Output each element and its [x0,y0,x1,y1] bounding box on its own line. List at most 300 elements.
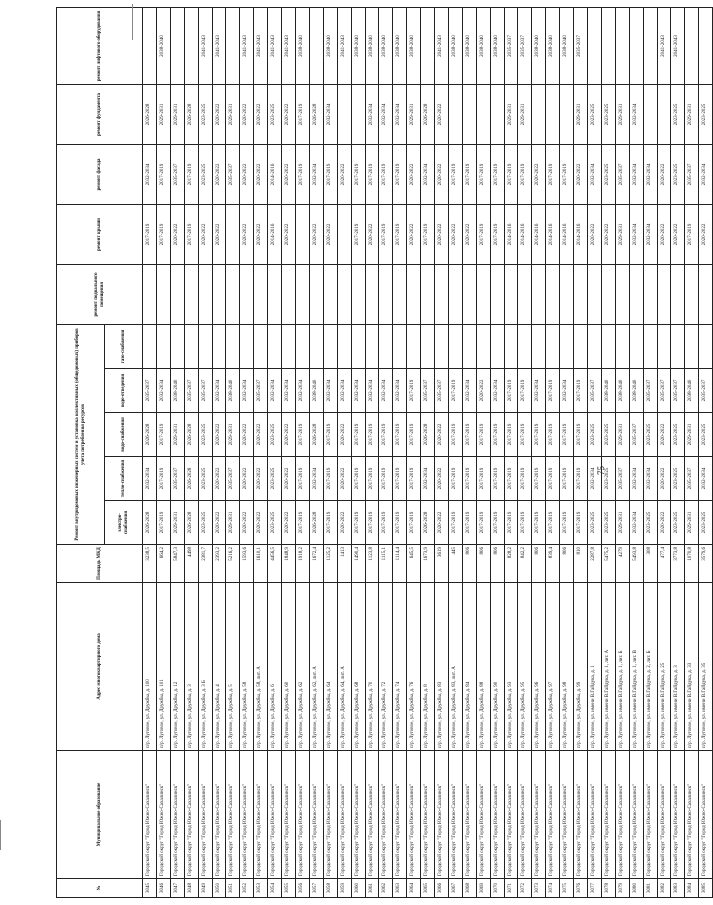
facade-cell: 2020-2022 [532,144,546,204]
basement-cell [184,264,198,324]
municipality-cell: Городской округ "Город Южно-Сахалинск" [295,751,309,879]
roof-cell: 2017-2019 [156,204,170,264]
header-engineering-group: Ремонт внутридомовых инженерных систем и установка коллективных (общедомовых) приборов учета потребления ресурсов [57,324,105,544]
heat-cell: 2023-2025 [268,457,282,501]
water-supply-cell: 2017-2019 [295,413,309,457]
water-drain-cell: 2035-2037 [657,369,671,413]
municipality-cell: Городской округ "Город Южно-Сахалинск" [351,751,365,879]
row-num: 3047 [170,879,184,898]
roof-cell: 2017-2019 [490,204,504,264]
electric-cell: 2017-2019 [504,501,518,545]
basement-cell [282,264,296,324]
foundation-cell: 2020-2022 [240,84,254,144]
foundation-cell: 2020-2022 [435,84,449,144]
area-cell: 1672,4 [309,545,323,583]
basement-cell [588,264,602,324]
elevator-cell: 2041-2043 [198,7,212,84]
elevator-cell: 2038-2040 [448,7,462,84]
basement-cell [462,264,476,324]
basement-cell [504,264,518,324]
elevator-cell: 2041-2043 [282,7,296,84]
row-num: 3059 [337,879,351,898]
roof-cell: 2020-2022 [407,204,421,264]
water-drain-cell: 2032-2034 [268,369,282,413]
water-drain-cell: 2035-2037 [435,369,449,413]
water-drain-cell: 2017-2019 [448,369,462,413]
facade-cell: 2017-2019 [379,144,393,204]
water-supply-cell: 2017-2019 [407,413,421,457]
gas-cell [601,324,615,368]
gas-cell [282,324,296,368]
address-cell: п/р. Луговое, ул. Дружбы, д. 62 [295,583,309,751]
header-water-supply: водо-снабжения [105,413,143,457]
gas-cell [574,324,588,368]
municipality-cell: Городской округ "Город Южно-Сахалинск" [240,751,254,879]
roof-cell: 2020-2022 [240,204,254,264]
water-drain-cell: 2017-2019 [574,369,588,413]
electric-cell: 2020-2022 [435,501,449,545]
row-num: 3054 [268,879,282,898]
address-cell: п/р. Луговое, ул. Дружбы, д. 88 [476,583,490,751]
heat-cell: 2023-2025 [671,457,685,501]
basement-cell [448,264,462,324]
area-cell: 2287,8 [588,545,602,583]
foundation-cell: 2029-2031 [170,84,184,144]
table-row [421,7,435,897]
address-cell: п/р. Луговое, ул. Дружбы, д. 74 [393,583,407,751]
municipality-cell: Городской округ "Город Южно-Сахалинск" [156,751,170,879]
water-supply-cell: 2023-2025 [699,413,713,457]
heat-cell: 2017-2019 [490,457,504,501]
area-cell: 810 [574,545,588,583]
heat-cell: 2032-2034 [421,457,435,501]
elevator-cell: 2038-2040 [365,7,379,84]
address-cell: п/р. Луговое, ул. Дружбы, д. 93 [504,583,518,751]
water-drain-cell: 2020-2022 [476,369,490,413]
water-supply-cell: 2017-2019 [323,413,337,457]
elevator-cell [588,7,602,84]
table-row [143,7,157,897]
water-supply-cell: 2023-2025 [671,413,685,457]
table-row [268,7,282,897]
facade-cell: 2023-2025 [671,144,685,204]
roof-cell: 2017-2019 [476,204,490,264]
heat-cell: 2017-2019 [407,457,421,501]
row-num: 3078 [601,879,615,898]
address-cell: п/р. Луговое, ул. имени В.Гайдука, д. 1 [588,583,602,751]
gas-cell [546,324,560,368]
municipality-cell: Городской округ "Город Южно-Сахалинск" [365,751,379,879]
area-cell: 1125,2 [323,545,337,583]
table-row [226,7,240,897]
foundation-cell [476,84,490,144]
electric-cell: 2020-2022 [282,501,296,545]
foundation-cell: 2029-2031 [156,84,170,144]
gas-cell [323,324,337,368]
table-body [143,7,713,897]
water-supply-cell: 2020-2022 [212,413,226,457]
heat-cell: 2020-2022 [254,457,268,501]
gas-cell [226,324,240,368]
municipality-cell: Городской округ "Город Южно-Сахалинск" [309,751,323,879]
facade-cell: 2020-2022 [435,144,449,204]
address-cell: п/р. Луговое, ул. Дружбы, д. 83 [435,583,449,751]
table-row [156,7,170,897]
facade-cell: 2020-2022 [254,144,268,204]
facade-cell: 2035-2037 [685,144,699,204]
foundation-cell [351,84,365,144]
basement-cell [532,264,546,324]
gas-cell [435,324,449,368]
row-num: 3049 [198,879,212,898]
address-cell: п/р. Луговое, ул. Дружбы, д. 8 [421,583,435,751]
elevator-cell: 2035-2037 [518,7,532,84]
basement-cell [212,264,226,324]
facade-cell: 2017-2019 [365,144,379,204]
heat-cell: 2032-2034 [699,457,713,501]
gas-cell [476,324,490,368]
water-supply-cell: 2017-2019 [393,413,407,457]
table-row [518,7,532,897]
header-heat: тепло-снабжения [105,457,143,501]
foundation-cell [560,84,574,144]
elevator-cell: 2038-2040 [295,7,309,84]
table-row [240,7,254,897]
roof-cell: 2029-2031 [615,204,629,264]
water-drain-cell: 2038-2040 [601,369,615,413]
row-num: 3065 [421,879,435,898]
gas-cell [309,324,323,368]
roof-cell: 2020-2022 [170,204,184,264]
water-drain-cell: 2038-2040 [309,369,323,413]
municipality-cell: Городской округ "Город Южно-Сахалинск" [615,751,629,879]
elevator-cell: 2041-2043 [337,7,351,84]
address-cell: п/р. Луговое, ул. Дружбы, д. 83, лит. А [448,583,462,751]
table-row [504,7,518,897]
row-num: 3076 [574,879,588,898]
facade-cell: 2035-2037 [226,144,240,204]
foundation-cell: 2023-2025 [671,84,685,144]
heat-cell: 2017-2019 [532,457,546,501]
roof-cell: 2014-2016 [546,204,560,264]
electric-cell: 2026-2028 [184,501,198,545]
electric-cell: 2017-2019 [532,501,546,545]
facade-cell: 2035-2037 [170,144,184,204]
water-drain-cell: 2035-2037 [643,369,657,413]
elevator-cell [615,7,629,84]
roof-cell: 2020-2022 [601,204,615,264]
municipality-cell: Городской округ "Город Южно-Сахалинск" [601,751,615,879]
foundation-cell: 2032-2034 [323,84,337,144]
basement-cell [435,264,449,324]
foundation-cell: 2020-2022 [254,84,268,144]
roof-cell: 2017-2019 [685,204,699,264]
row-num: 3071 [504,879,518,898]
basement-cell [226,264,240,324]
facade-cell: 2017-2019 [184,144,198,204]
municipality-cell: Городской округ "Город Южно-Сахалинск" [323,751,337,879]
heat-cell: 2017-2019 [560,457,574,501]
header-elevator: ремонт лифтового оборудования [57,7,143,84]
electric-cell: 2017-2019 [365,501,379,545]
area-cell: 4498 [184,545,198,583]
basement-cell [323,264,337,324]
municipality-cell: Городской округ "Город Южно-Сахалинск" [462,751,476,879]
facade-cell: 2017-2019 [393,144,407,204]
basement-cell [198,264,212,324]
roof-cell: 2020-2022 [212,204,226,264]
basement-cell [407,264,421,324]
facade-cell: 2017-2019 [295,144,309,204]
row-num: 3050 [212,879,226,898]
row-num: 3080 [629,879,643,898]
elevator-cell: 2038-2040 [351,7,365,84]
municipality-cell: Городской округ "Город Южно-Сахалинск" [143,751,157,879]
table-row [295,7,309,897]
elevator-cell: 2038-2040 [476,7,490,84]
water-supply-cell: 2017-2019 [518,413,532,457]
water-drain-cell: 2035-2037 [254,369,268,413]
electric-cell: 2017-2019 [518,501,532,545]
address-cell: п/р. Луговое, ул. имени В.Гайдука, д. 25 [657,583,671,751]
municipality-cell: Городской округ "Город Южно-Сахалинск" [282,751,296,879]
address-cell: п/р. Луговое, ул. имени В.Гайдука, д. 1, лит. Б [615,583,629,751]
electric-cell: 2017-2019 [323,501,337,545]
heat-cell: 2020-2022 [337,457,351,501]
area-cell: 664,2 [156,545,170,583]
water-drain-cell: 2032-2034 [490,369,504,413]
electric-cell: 2029-2031 [170,501,184,545]
page-number: 75 [596,466,606,475]
municipality-cell: Городской округ "Город Южно-Сахалинск" [184,751,198,879]
elevator-cell [685,7,699,84]
address-cell: п/р. Луговое, ул. Дружбы, д. 6 [268,583,282,751]
address-cell: п/р. Луговое, ул. Дружбы, д. 64, лит. А [337,583,351,751]
facade-cell: 2020-2022 [657,144,671,204]
foundation-cell [448,84,462,144]
basement-cell [143,264,157,324]
elevator-cell: 2038-2040 [532,7,546,84]
elevator-cell [170,7,184,84]
facade-cell: 2017-2019 [323,144,337,204]
heat-cell: 2017-2019 [323,457,337,501]
electric-cell: 2023-2025 [198,501,212,545]
electric-cell: 2023-2025 [268,501,282,545]
foundation-cell: 2023-2025 [268,84,282,144]
facade-cell: 2023-2025 [198,144,212,204]
area-cell: 806 [532,545,546,583]
heat-cell: 2017-2019 [574,457,588,501]
roof-cell: 2020-2022 [462,204,476,264]
basement-cell [365,264,379,324]
facade-cell: 2014-2016 [268,144,282,204]
water-drain-cell: 2035-2037 [198,369,212,413]
roof-cell: 2020-2022 [323,204,337,264]
address-cell: п/р. Луговое, ул. Дружбы, д. 97 [546,583,560,751]
basement-cell [421,264,435,324]
gas-cell [588,324,602,368]
heat-cell: 2017-2019 [351,457,365,501]
water-drain-cell: 2032-2034 [212,369,226,413]
elevator-cell: 2038-2040 [462,7,476,84]
area-cell: 2381,7 [198,545,212,583]
water-supply-cell: 2017-2019 [156,413,170,457]
row-num: 3045 [143,879,157,898]
table-row [560,7,574,897]
area-cell: 3238,5 [143,545,157,583]
electric-cell: 2017-2019 [393,501,407,545]
electric-cell: 2029-2031 [615,501,629,545]
basement-cell [156,264,170,324]
foundation-cell: 2023-2025 [588,84,602,144]
foundation-cell: 2032-2034 [393,84,407,144]
area-cell: 1413 [337,545,351,583]
area-cell: 806 [476,545,490,583]
roof-cell [337,204,351,264]
basement-cell [560,264,574,324]
municipality-cell: Городской округ "Город Южно-Сахалинск" [198,751,212,879]
area-cell: 1123,8 [365,545,379,583]
facade-cell: 2020-2022 [407,144,421,204]
area-cell: 1848,9 [282,545,296,583]
area-cell: 1673,9 [421,545,435,583]
area-cell: 1593,6 [240,545,254,583]
row-num: 3048 [184,879,198,898]
water-drain-cell: 2032-2034 [365,369,379,413]
address-cell: п/р. Луговое, ул. Дружбы, д. 58, лит. А [254,583,268,751]
row-num: 3085 [699,879,713,898]
roof-cell: 2020-2022 [309,204,323,264]
row-num: 3061 [365,879,379,898]
water-drain-cell: 2032-2034 [532,369,546,413]
basement-cell [629,264,643,324]
address-cell: п/р. Луговое, ул. Дружбы, д. 70 [365,583,379,751]
heat-cell: 2017-2019 [156,457,170,501]
gas-cell [532,324,546,368]
roof-cell: 2020-2022 [365,204,379,264]
water-supply-cell: 2017-2019 [560,413,574,457]
municipality-cell: Городской округ "Город Южно-Сахалинск" [671,751,685,879]
gas-cell [351,324,365,368]
electric-cell: 2020-2022 [240,501,254,545]
row-num: 3062 [379,879,393,898]
elevator-cell [309,7,323,84]
electric-cell: 2017-2019 [379,501,393,545]
foundation-cell: 2029-2031 [685,84,699,144]
area-cell: 806 [462,545,476,583]
electric-cell: 2017-2019 [546,501,560,545]
table-row [379,7,393,897]
row-num: 3051 [226,879,240,898]
foundation-cell [532,84,546,144]
roof-cell: 2014-2016 [504,204,518,264]
municipality-cell: Городской округ "Город Южно-Сахалинск" [448,751,462,879]
table-row [365,7,379,897]
roof-cell: 2014-2016 [268,204,282,264]
water-drain-cell: 2038-2040 [226,369,240,413]
heat-cell: 2032-2034 [629,457,643,501]
municipality-cell: Городской округ "Город Южно-Сахалинск" [407,751,421,879]
basement-cell [268,264,282,324]
roof-cell: 2020-2022 [254,204,268,264]
electric-cell: 2017-2019 [462,501,476,545]
gas-cell [629,324,643,368]
foundation-cell: 2026-2028 [184,84,198,144]
roof-cell: 2020-2022 [435,204,449,264]
water-supply-cell: 2023-2025 [588,413,602,457]
facade-cell: 2017-2019 [490,144,504,204]
table-row [337,7,351,897]
water-supply-cell: 2017-2019 [476,413,490,457]
heat-cell: 2026-2028 [184,457,198,501]
basement-cell [601,264,615,324]
water-supply-cell: 2029-2031 [615,413,629,457]
area-cell: 308 [643,545,657,583]
elevator-cell: 2038-2040 [560,7,574,84]
area-cell: 445 [448,545,462,583]
water-drain-cell: 2035-2037 [671,369,685,413]
foundation-cell: 2032-2034 [629,84,643,144]
electric-cell: 2020-2022 [337,501,351,545]
gas-cell [407,324,421,368]
electric-cell: 2017-2019 [574,501,588,545]
water-drain-cell: 2035-2037 [143,369,157,413]
area-cell: 477,4 [657,545,671,583]
address-cell: п/р. Луговое, ул. Дружбы, д. 84 [462,583,476,751]
heat-cell: 2017-2019 [462,457,476,501]
basement-cell [240,264,254,324]
basement-cell [254,264,268,324]
electric-cell: 2017-2019 [351,501,365,545]
municipality-cell: Городской округ "Город Южно-Сахалинск" [518,751,532,879]
elevator-cell [699,7,713,84]
roof-cell: 2017-2019 [379,204,393,264]
electric-cell: 2023-2025 [671,501,685,545]
facade-cell: 2032-2034 [588,144,602,204]
heat-cell: 2020-2022 [212,457,226,501]
water-drain-cell: 2038-2040 [685,369,699,413]
electric-cell: 2023-2025 [699,501,713,545]
electric-cell: 2026-2028 [309,501,323,545]
row-num: 3069 [476,879,490,898]
area-cell: 806 [560,545,574,583]
gas-cell [421,324,435,368]
address-cell: п/р. Луговое, ул. имени В.Гайдука, д. 3 [671,583,685,751]
gas-cell [212,324,226,368]
facade-cell: 2035-2037 [615,144,629,204]
row-num: 3064 [407,879,421,898]
facade-cell: 2023-2025 [601,144,615,204]
municipality-cell: Городской округ "Город Южно-Сахалинск" [268,751,282,879]
foundation-cell: 2029-2031 [407,84,421,144]
gas-cell [657,324,671,368]
area-cell: 842,2 [518,545,532,583]
header-facade: ремонт фасада [57,144,143,204]
facade-cell: 2017-2019 [518,144,532,204]
area-cell: 5847,3 [170,545,184,583]
water-drain-cell: 2032-2034 [560,369,574,413]
water-supply-cell: 2026-2028 [184,413,198,457]
area-cell: 3579,6 [699,545,713,583]
header-basement: ремонт подвального помещения [57,264,143,324]
heat-cell: 2032-2034 [309,457,323,501]
gas-cell [615,324,629,368]
water-drain-cell: 2032-2034 [337,369,351,413]
water-drain-cell: 2017-2019 [518,369,532,413]
row-num: 3079 [615,879,629,898]
roof-cell: 2014-2016 [574,204,588,264]
water-drain-cell: 2038-2040 [629,369,643,413]
